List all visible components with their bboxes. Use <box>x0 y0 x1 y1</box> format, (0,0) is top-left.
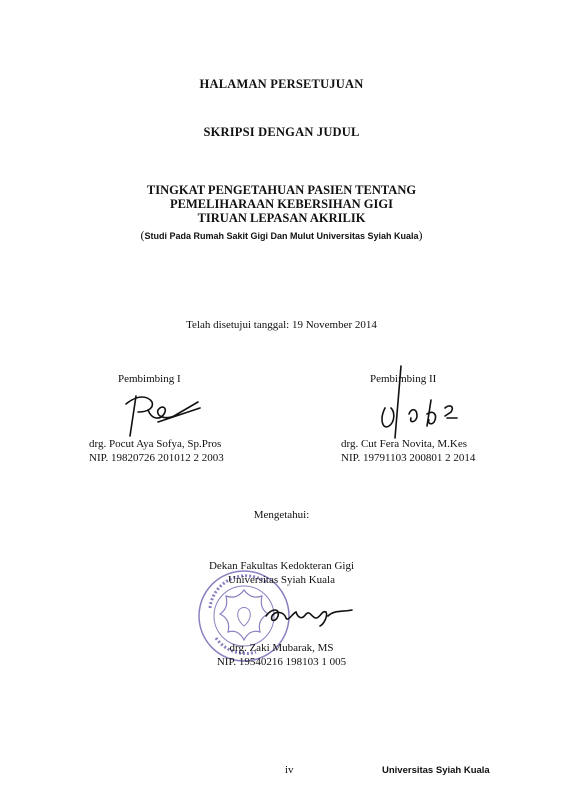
footer-institution: Universitas Syiah Kuala <box>382 765 490 776</box>
approval-date: Telah disetujui tanggal: 19 November 2014 <box>186 319 377 331</box>
page-number: iv <box>285 764 294 776</box>
acknowledgement-label: Mengetahui: <box>253 509 310 521</box>
supervisor-2-signature <box>365 364 460 444</box>
dean-position-line-2: Universitas Syiah Kuala <box>228 574 335 586</box>
supervisor-2-role: Pembimbing II <box>370 373 437 385</box>
dean-position-line-1: Dekan Fakultas Kedokteran Gigi <box>208 560 355 572</box>
thesis-subtitle-text: Studi Pada Rumah Sakit Gigi Dan Mulut Universitas Syiah Kuala <box>144 231 419 241</box>
supervisor-1-signature <box>118 390 203 440</box>
supervisor-2-name: drg. Cut Fera Novita, M.Kes <box>341 438 467 450</box>
page-heading: HALAMAN PERSETUJUAN <box>199 77 364 91</box>
thesis-subheading: SKRIPSI DENGAN JUDUL <box>203 125 360 139</box>
thesis-title-line-1: TINGKAT PENGETAHUAN PASIEN TENTANG <box>146 183 417 197</box>
thesis-title-line-2: PEMELIHARAAN KEBERSIHAN GIGI <box>170 197 393 211</box>
thesis-title <box>0 183 563 244</box>
thesis-title-subtitle: (Studi Pada Rumah Sakit Gigi Dan Mulut Universitas Syiah Kuala) <box>140 228 423 242</box>
dean-signature <box>262 600 357 630</box>
dean-nip: NIP. 19540216 198103 1 005 <box>216 656 347 668</box>
supervisor-2-nip: NIP. 19791103 200801 2 2014 <box>341 452 476 464</box>
supervisor-1-name: drg. Pocut Aya Sofya, Sp.Pros <box>89 438 222 450</box>
dean-name: drg. Zaki Mubarak, MS <box>229 642 334 654</box>
supervisor-1-nip: NIP. 19820726 201012 2 2003 <box>89 452 224 464</box>
thesis-title-line-3: TIRUAN LEPASAN AKRILIK <box>197 211 366 225</box>
supervisor-1-role: Pembimbing I <box>118 373 181 385</box>
